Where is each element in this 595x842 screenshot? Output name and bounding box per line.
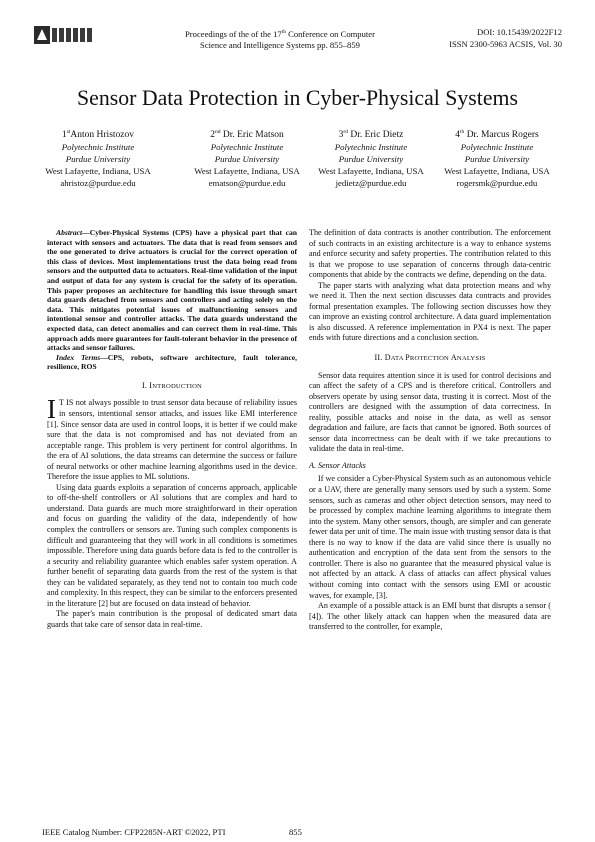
intro-paragraph: The paper's main contribution is the proposal of dedicated smart data guards that take care of sensor data in real-time.: [47, 609, 297, 629]
author-name: 3rd Dr. Eric Dietz: [338, 129, 404, 141]
author-dept: Polytechnic Institute: [210, 142, 284, 153]
conference-line-1: Proceedings of the of the 17th Conference on Computer: [185, 28, 375, 39]
author-university: Purdue University: [214, 154, 280, 165]
author-university: Purdue University: [338, 154, 404, 165]
author-dept: Polytechnic Institute: [334, 142, 408, 153]
author-university: Purdue University: [65, 154, 131, 165]
author-email: ematson@purdue.edu: [208, 178, 286, 189]
author-location: West Lafayette, Indiana, USA: [444, 166, 550, 177]
author-name: 2nd Dr. Eric Matson: [210, 129, 284, 141]
author-name: 1stAnton Hristozov: [61, 129, 134, 141]
author-block: [182, 126, 312, 189]
author-email: rogersmk@purdue.edu: [456, 178, 538, 189]
author-dept: Polytechnic Institute: [61, 142, 135, 153]
intro-paragraph: Using data guards exploits a separation of concerns approach, applicable to off-the-shelf controllers or AI solutions that are complex and hard to understand. Data guards are much more straightforward in their operation and focus on guarding the validity of the data, independently of how complex the controllers or sensors are. Tuning such complex components is difficult and guaranteeing that they will work in all conditions is sometimes impossible. Therefore using data guards before data is fed to the controller is a security and reliability guarantee which enables safer system operation. A further benefit of separating data guards from the rest of the system is that they can be validated separately, as they tend not to contain too much code and complexity. In this respect, they can be similar to the enforcers presented in the literature [2] but are focused on data instead of behavior.: [47, 482, 297, 608]
author-university: Purdue University: [464, 154, 530, 165]
body-paragraph: An example of a possible attack is an EMI burst that disrupts a sensor ( [4]). The other likely attack can happen when the measured data are transferred to the controller, for example,: [309, 601, 551, 632]
author-email: ahristoz@purdue.edu: [60, 178, 136, 189]
conference-line-2: Science and Intelligence Systems pp. 855–859: [200, 40, 360, 51]
body-paragraph: If we consider a Cyber-Physical System such as an autonomous vehicle or a UAV, there are generally many sensors used by such a system. Some sensors, such as cameras and other object detection sensors, may need to be processed by complex machine learning algorithms to integrate them into the system. Many other sensors, though, are simpler and can generate fewer data per unit of time. The main issue with trusting sensor data is that there is no way to know if the data are valid since there is usually no authentication and encryption of the data sent from the sensors to the controller. There is also no guarantee that the measured physical value is not affected by an attack. A class of attacks can affect physical values without coming into contact with the sensors using EMI or acoustic waves, for example, [3].: [309, 474, 551, 600]
section-heading-introduction: I. INTRODUCTION: [141, 380, 203, 390]
conference-logo: [34, 24, 96, 46]
index-terms: Index Terms—CPS, robots, software architecture, fault tolerance, resilience, ROS: [47, 352, 297, 372]
author-location: West Lafayette, Indiana, USA: [45, 166, 151, 177]
author-email: jedietz@purdue.edu: [335, 178, 407, 189]
paper-title: Sensor Data Protection in Cyber-Physical Systems: [77, 86, 518, 110]
conference-header: [150, 27, 410, 52]
body-paragraph: The paper starts with analyzing what data protection means and why we need it. Then the next section discusses data contracts and provides formal presentation examples. The following section discusses how they can improve an existing control architecture. A data guard implementation is also discussed. A reference implementation in PX4 is next. The paper ends with future directions and a conclusion section.: [309, 280, 551, 343]
publication-ids: [412, 27, 562, 50]
author-block: [33, 126, 163, 189]
author-block: [432, 126, 562, 189]
body-paragraph: Sensor data requires attention since it is used for control decisions and can affect the safety of a CPS and is therefore critical. Controllers and observers operate by using sensor data, trusting it is correct. Most of the controllers are designed with the assumption of data correctness. In reality, possible attacks and noise in the data, as well as sensor degradation and failure, are facts that cannot be ignored. Both sources of sensor data incorrectness can be dealt with if we take precautions to validate the data in real-time.: [309, 370, 551, 454]
abstract: Abstract—Cyber-Physical Systems (CPS) have a physical part that can interact with sensors and actuators. The data that is read from sensors and the one generated to drive actuators is crucial for the correct operation of this class of devices. Most implementations trust the data being read from sensors and the outputted data to actuators. Real-time validation of the input and output of data for any system is crucial for the safety of its operation. This paper proposes an architecture for handling this issue through smart data guards detached from sensors and controllers and acting solely on the data. This mitigates potential issues of malfunctioning sensors and intentional sensor and controller attacks. The data guards understand the expected data, can detect anomalies and can correct them in real-time. This approach adds more guarantees for fault-tolerant behavior in the presence of attacks and sensor failures.: [47, 228, 297, 353]
intro-paragraph: I T IS not always possible to trust sensor data because of reliability issues in sensors, intentional sensor attacks, and issues like EMI interference [1]. Since sensor data are used in control loops, it is better if we could make sure that the data is not compromised and has not deviated from an acceptable range. This problem is very pertinent for control algorithms. In the era of AI solutions, the data streams can determine the success or failure of neural networks or other machine learning algorithms used in the device. Therefore the issue applies to ML solutions.: [47, 394, 297, 482]
author-dept: Polytechnic Institute: [460, 142, 534, 153]
body-paragraph: The definition of data contracts is another contribution. The enforcement of such contracts in an existing architecture is a way to enhance systems and enforce security and safety properties. The contribution related to this is that we propose to use separation of concerns through data-centric components that abide by the contracts we define, depending on the data.: [309, 228, 551, 280]
doi: DOI: 10.15439/2022F12: [477, 27, 562, 37]
drop-cap: I: [47, 394, 56, 425]
author-block: [306, 126, 436, 189]
author-location: West Lafayette, Indiana, USA: [318, 166, 424, 177]
author-location: West Lafayette, Indiana, USA: [194, 166, 300, 177]
catalog-number: IEEE Catalog Number: CFP2285N-ART ©2022, PTI: [42, 827, 226, 837]
page-number: 855: [289, 827, 302, 837]
right-column: [309, 228, 551, 633]
section-heading-data-protection: II. DATA PROTECTION ANALYSIS: [374, 353, 486, 363]
issn: ISSN 2300-5963 ACSIS, Vol. 30: [449, 38, 562, 49]
subsection-heading-sensor-attacks: A. Sensor Attacks: [309, 460, 366, 470]
author-name: 4th Dr. Marcus Rogers: [455, 129, 539, 141]
left-column: [47, 228, 297, 630]
